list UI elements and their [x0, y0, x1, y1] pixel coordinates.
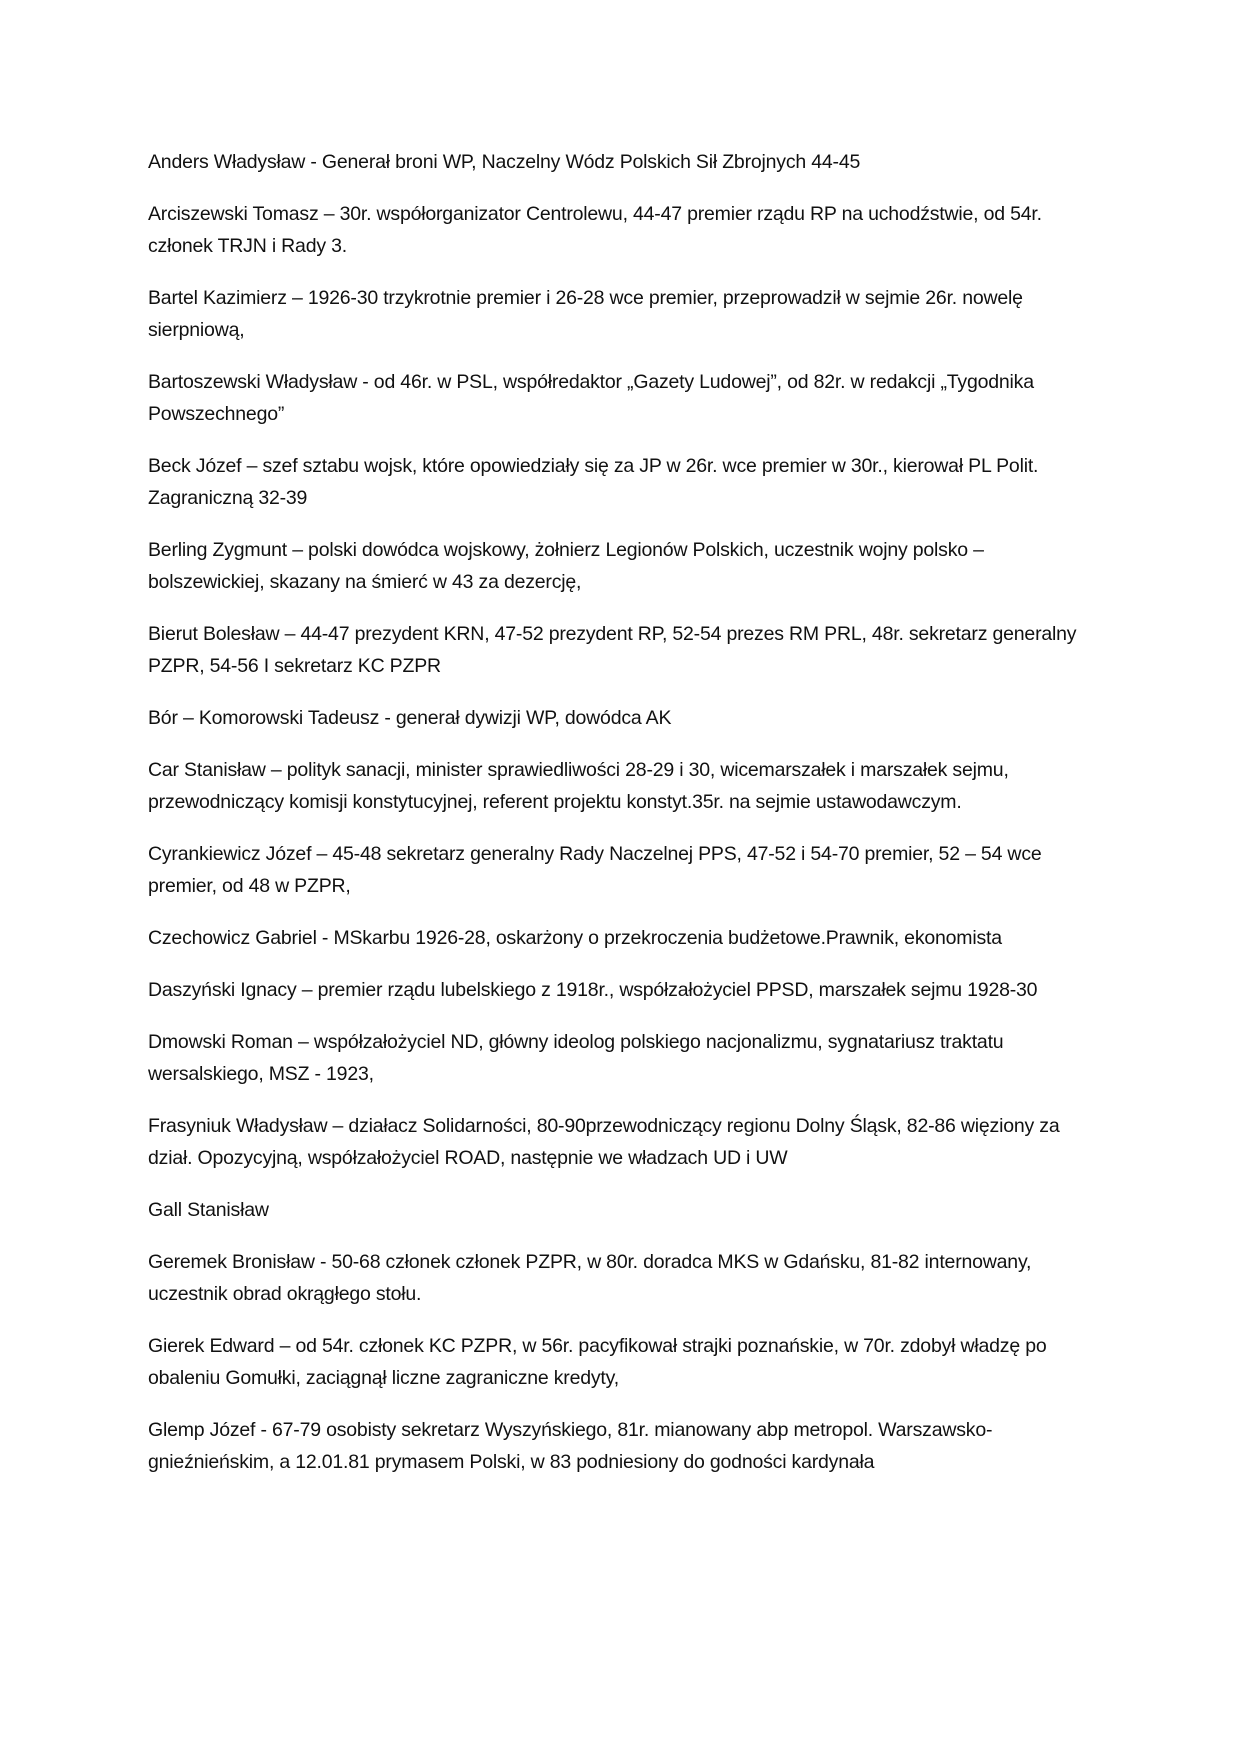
entry-czechowicz: Czechowicz Gabriel - MSkarbu 1926-28, oskarżony o przekroczenia budżetowe.Prawnik, ekonomista: [148, 927, 1002, 949]
entry-glemp: Glemp Józef - 67-79 osobisty sekretarz Wyszyńskiego, 81r. mianowany abp metropol. Warszawsko-gnieźnieńskim, a 12.01.81 prymasem Polski, w 83 podniesiony do godności kardynała: [148, 1419, 993, 1473]
entry-berling: Berling Zygmunt – polski dowódca wojskowy, żołnierz Legionów Polskich, uczestnik wojny polsko – bolszewickiej, skazany na śmierć w 43 za dezercję,: [148, 539, 984, 593]
entry-bartel: Bartel Kazimierz – 1926-30 trzykrotnie premier i 26-28 wce premier, przeprowadził w sejmie 26r. nowelę sierpniową,: [148, 287, 1023, 341]
entry-geremek: Geremek Bronisław - 50-68 członek członek PZPR, w 80r. doradca MKS w Gdańsku, 81-82 internowany, uczestnik obrad okrągłego stołu.: [148, 1251, 1032, 1305]
entry-bor-komorowski: Bór – Komorowski Tadeusz - generał dywizji WP, dowódca AK: [148, 707, 672, 729]
entry-daszynski: Daszyński Ignacy – premier rządu lubelskiego z 1918r., współzałożyciel PPSD, marszałek sejmu 1928-30: [148, 979, 1038, 1001]
entry-gierek: Gierek Edward – od 54r. członek KC PZPR, w 56r. pacyfikował strajki poznańskie, w 70r. zdobył władzę po obaleniu Gomułki, zaciągnął liczne zagraniczne kredyty,: [148, 1335, 1047, 1389]
entry-beck: Beck Józef – szef sztabu wojsk, które opowiedziały się za JP w 26r. wce premier w 30r., kierował PL Polit. Zagraniczną 32-39: [148, 455, 1039, 509]
entry-cyrankiewicz: Cyrankiewicz Józef – 45-48 sekretarz generalny Rady Naczelnej PPS, 47-52 i 54-70 premier, 52 – 54 wce premier, od 48 w PZPR,: [148, 843, 1042, 897]
entry-car: Car Stanisław – polityk sanacji, minister sprawiedliwości 28-29 i 30, wicemarszałek i marszałek sejmu, przewodniczący komisji konstytucyjnej, referent projektu konstyt.35r. na sejmie ustawodawczym.: [148, 759, 1009, 813]
entry-dmowski: Dmowski Roman – współzałożyciel ND, główny ideolog polskiego nacjonalizmu, sygnatariusz traktatu wersalskiego, MSZ - 1923,: [148, 1031, 1004, 1085]
entry-bierut: Bierut Bolesław – 44-47 prezydent KRN, 47-52 prezydent RP, 52-54 prezes RM PRL, 48r. sekretarz generalny PZPR, 54-56 I sekretarz KC PZPR: [148, 623, 1077, 677]
entry-gall: Gall Stanisław: [148, 1199, 269, 1221]
entry-anders: Anders Władysław - Generał broni WP, Naczelny Wódz Polskich Sił Zbrojnych 44-45: [148, 151, 861, 173]
entry-frasyniuk: Frasyniuk Władysław – działacz Solidarności, 80-90przewodniczący regionu Dolny Śląsk, 82-86 więziony za dział. Opozycyjną, współzałożyciel ROAD, następnie we władzach UD i UW: [148, 1115, 1060, 1169]
entry-bartoszewski: Bartoszewski Władysław - od 46r. w PSL, współredaktor „Gazety Ludowej”, od 82r. w redakcji „Tygodnika Powszechnego”: [148, 371, 1034, 425]
document-body: [148, 146, 1098, 1498]
entry-arciszewski: Arciszewski Tomasz – 30r. współorganizator Centrolewu, 44-47 premier rządu RP na uchodźstwie, od 54r. członek TRJN i Rady 3.: [148, 203, 1042, 257]
